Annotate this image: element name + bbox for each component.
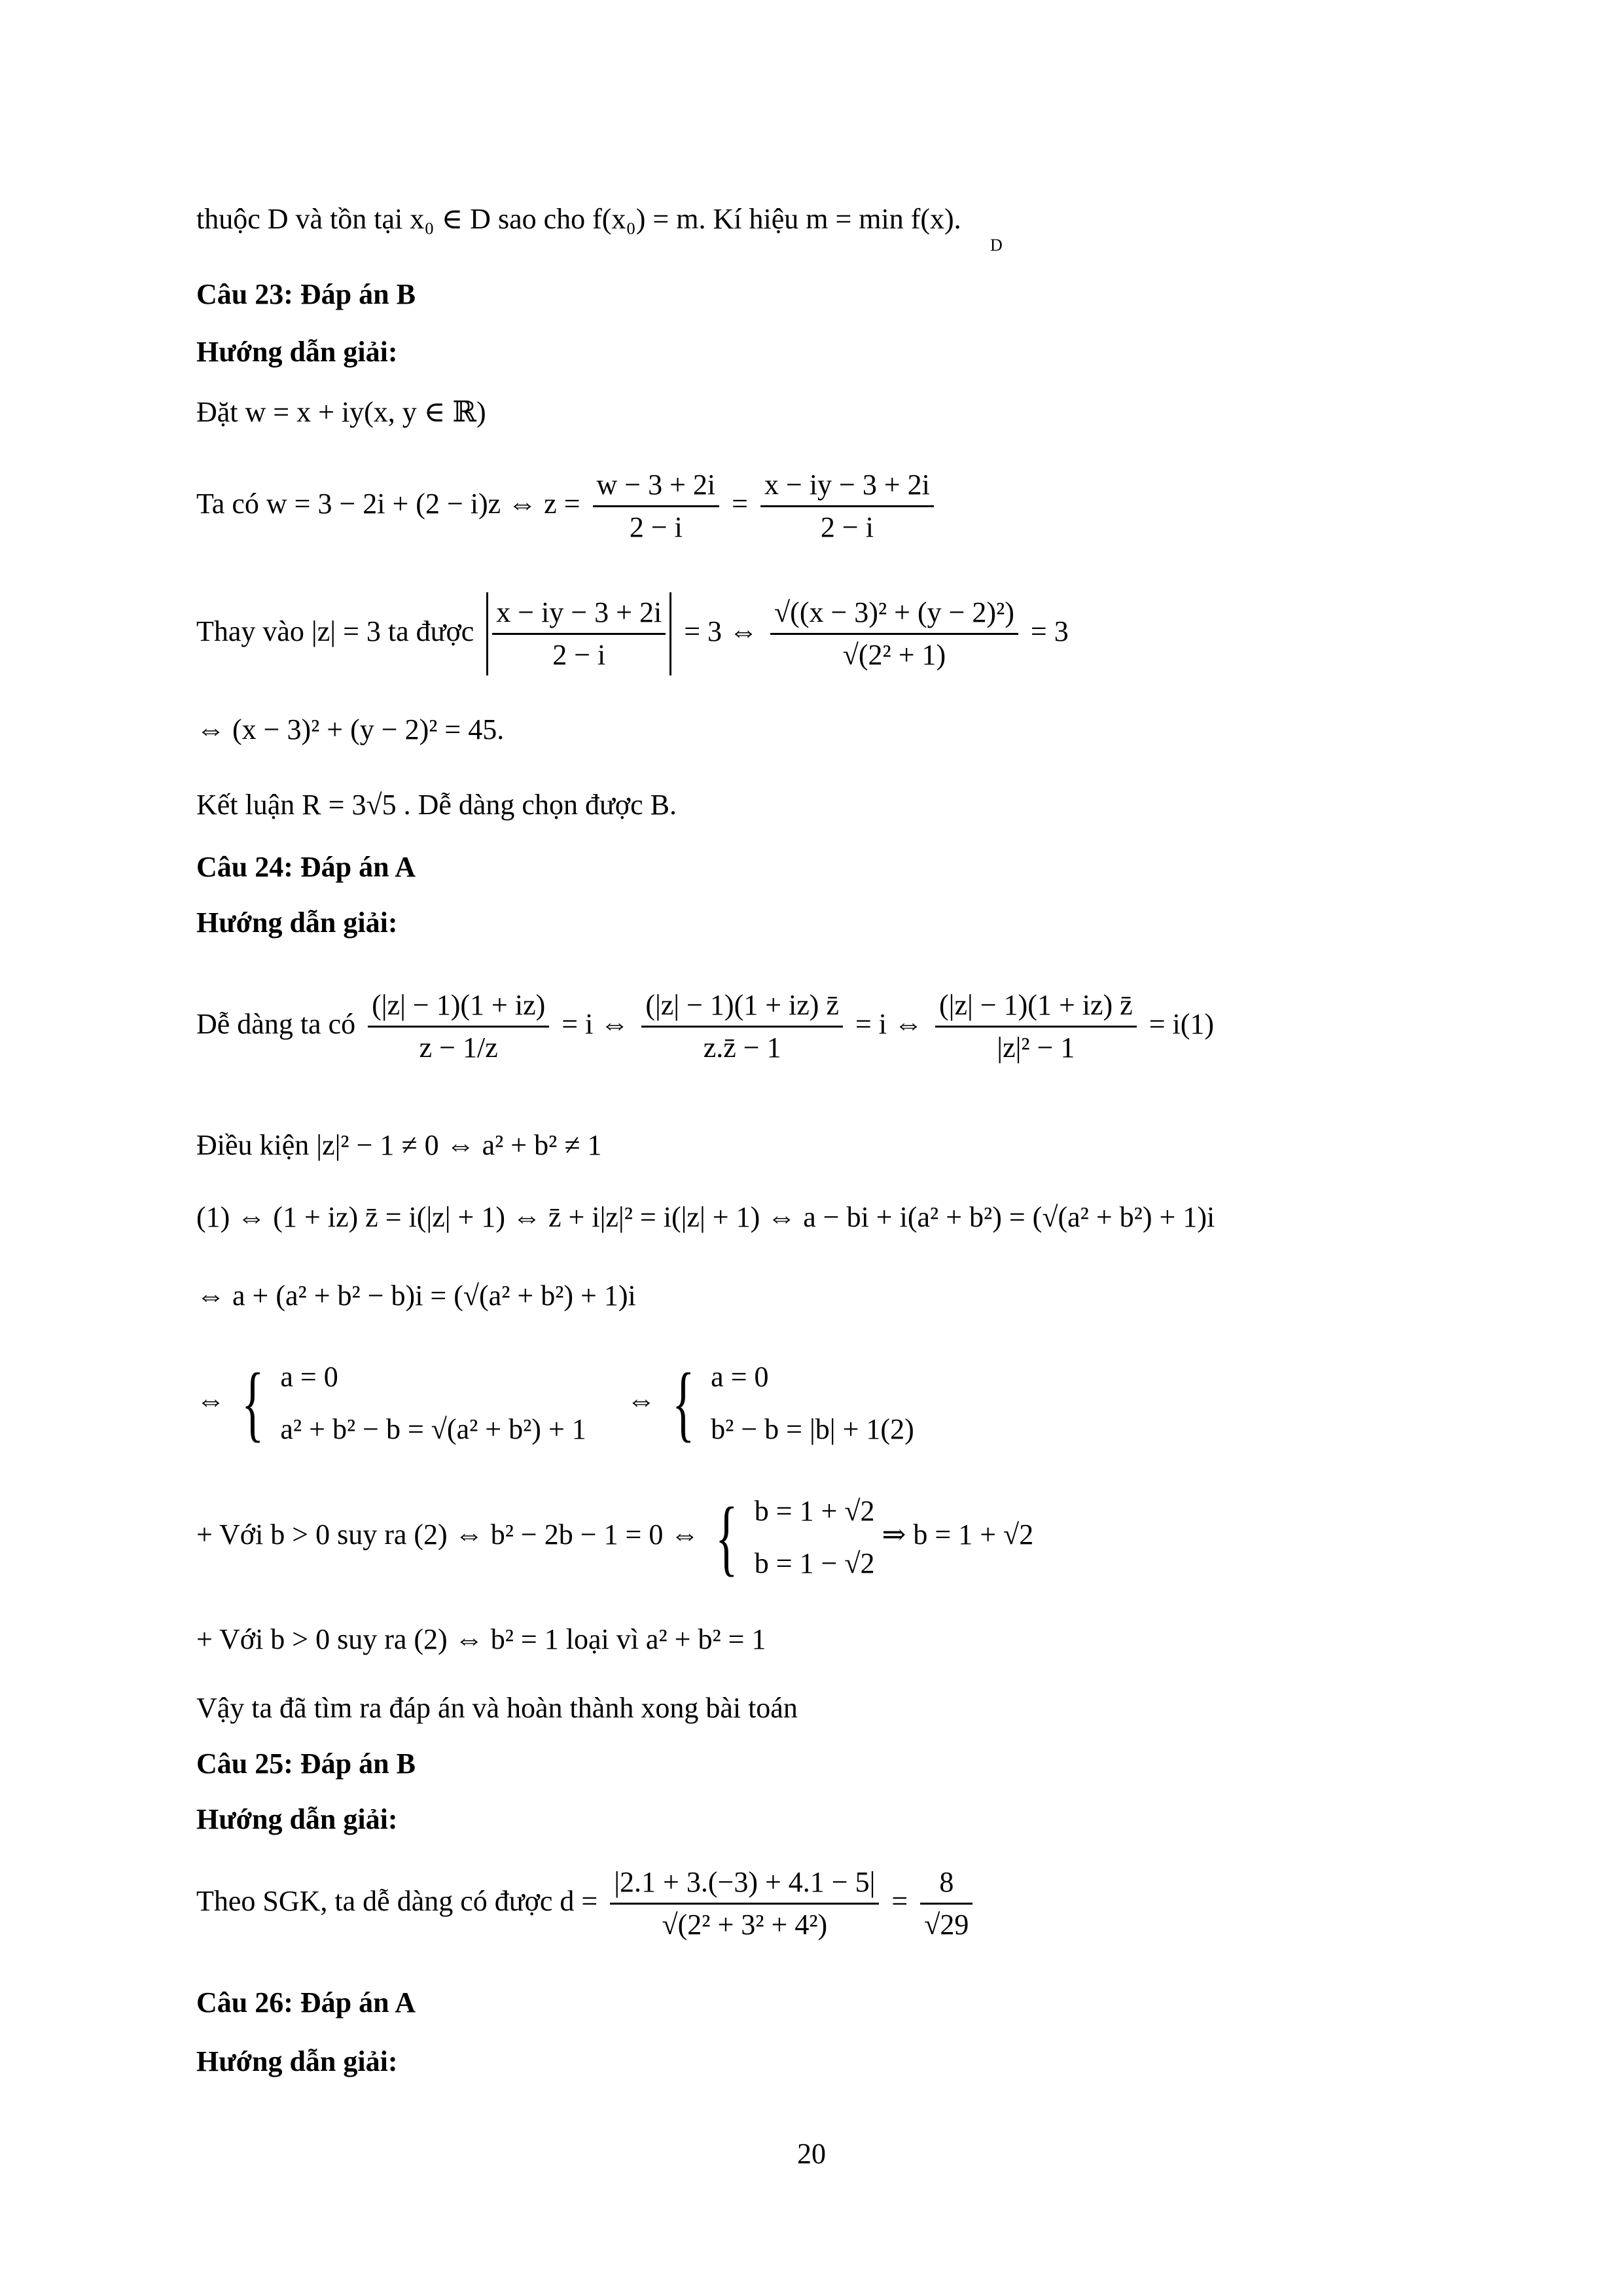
equation-text: Ta có w = 3 − 2i + (2 − i)z ⇔ z =: [196, 488, 580, 520]
denominator: √(2² + 1): [842, 639, 946, 672]
equation-text: = 3: [1030, 615, 1069, 647]
equation-text: ⇒ b = 1 + √2: [882, 1518, 1034, 1551]
equation-text: = i ⇔: [562, 1008, 630, 1040]
numerator: x − iy − 3 + 2i: [760, 465, 934, 507]
equation-system: [755, 1485, 875, 1590]
question-25-guide: Hướng dẫn giải:: [196, 1803, 398, 1835]
equation-text: + Với b > 0 suy ra (2) ⇔ b² − 2b − 1 = 0 ⇔: [196, 1518, 700, 1551]
system-row: a² + b² − b = √(a² + b²) + 1: [280, 1412, 586, 1445]
fraction: [920, 1862, 972, 1945]
equation-text: ⇔: [626, 1384, 656, 1416]
absolute-fraction: [486, 592, 671, 675]
numerator: (|z| − 1)(1 + iz) z̄: [641, 985, 843, 1028]
question-26-title: Câu 26: Đáp án A: [196, 1986, 416, 2018]
equation-line: + Với b > 0 suy ra (2) ⇔ b² = 1 loại vì a² + b² = 1: [196, 1623, 766, 1655]
question-25-title: Câu 25: Đáp án B: [196, 1748, 416, 1780]
system-line: [196, 1479, 1033, 1590]
numerator: w − 3 + 2i: [593, 465, 720, 507]
denominator: z.z̄ − 1: [703, 1031, 781, 1064]
brace-icon: {: [671, 1355, 695, 1450]
equation-line: ⇔ a + (a² + b² − b)i = (√(a² + b²) + 1)i: [196, 1280, 636, 1312]
equation-line: [196, 458, 939, 550]
denominator: √(2² + 3² + 4²): [662, 1909, 828, 1941]
equation-text: = i(1): [1149, 1008, 1215, 1040]
denominator: 2 − i: [552, 639, 606, 672]
statement-text: thuộc D và tồn tại x₀ ∈ D sao cho f(x₀) = m. Kí hiệu m = min f(x).: [196, 203, 961, 235]
fraction: [610, 1862, 879, 1945]
equation-text: Theo SGK, ta dễ dàng có được d =: [196, 1885, 598, 1917]
equation-text: Dễ dàng ta có: [196, 1008, 356, 1040]
denominator: |z|² − 1: [997, 1031, 1075, 1064]
equation-line: [196, 1852, 978, 1950]
fraction: [368, 985, 549, 1068]
equation-text: = i ⇔: [855, 1008, 923, 1040]
system-row: b = 1 − √2: [754, 1547, 875, 1579]
fraction: [770, 592, 1018, 675]
equation-line: (1) ⇔ (1 + iz) z̄ = i(|z| + 1) ⇔ z̄ + i|z|² = i(|z| + 1) ⇔ a − bi + i(a² + b²) = (√(a² + b²) + 1)i: [196, 1201, 1215, 1233]
fraction: [760, 465, 934, 548]
brace-icon: {: [241, 1355, 264, 1450]
equation-line: [196, 969, 1214, 1080]
fraction: [641, 985, 843, 1068]
system-row: a = 0: [280, 1360, 338, 1393]
question-24-title: Câu 24: Đáp án A: [196, 851, 416, 883]
equation-text: = 3 ⇔: [684, 615, 758, 647]
equation-text: Thay vào |z| = 3 ta được: [196, 615, 474, 647]
denominator: 2 − i: [629, 511, 683, 544]
equation-line: Điều kiện |z|² − 1 ≠ 0 ⇔ a² + b² ≠ 1: [196, 1129, 602, 1161]
system-row: b = 1 + √2: [754, 1494, 875, 1527]
fraction: [593, 465, 720, 548]
text-line: Vậy ta đã tìm ra đáp án và hoàn thành xong bài toán: [196, 1692, 798, 1724]
min-subscript: D: [990, 236, 1003, 255]
numerator: (|z| − 1)(1 + iz) z̄: [935, 985, 1137, 1028]
denominator: z − 1/z: [419, 1031, 498, 1064]
numerator: x − iy − 3 + 2i: [492, 592, 666, 635]
system-line: [196, 1345, 914, 1456]
question-23-guide: Hướng dẫn giải:: [196, 336, 398, 368]
equation-text: ⇔: [196, 1384, 225, 1416]
denominator: 2 − i: [820, 511, 874, 544]
page-number: 20: [797, 2138, 826, 2170]
equation-text: =: [732, 488, 748, 520]
question-23-title: Câu 23: Đáp án B: [196, 278, 416, 310]
equation-line: ⇔ (x − 3)² + (y − 2)² = 45.: [196, 713, 505, 745]
question-24-guide: Hướng dẫn giải:: [196, 906, 398, 939]
text-line: [196, 200, 961, 239]
numerator: (|z| − 1)(1 + iz): [368, 985, 549, 1028]
question-26-guide: Hướng dẫn giải:: [196, 2045, 398, 2077]
text-line: Đặt w = x + iy(x, y ∈ ℝ): [196, 396, 486, 428]
numerator: √((x − 3)² + (y − 2)²): [770, 592, 1018, 635]
equation-system: [711, 1351, 914, 1456]
equation-line: [196, 583, 1069, 681]
brace-icon: {: [715, 1490, 738, 1585]
system-row: b² − b = |b| + 1(2): [711, 1412, 914, 1445]
numerator: |2.1 + 3.(−3) + 4.1 − 5|: [610, 1862, 879, 1905]
system-row: a = 0: [711, 1360, 769, 1393]
fraction: [935, 985, 1137, 1068]
numerator: 8: [920, 1862, 972, 1905]
denominator: √29: [924, 1909, 969, 1941]
text-line: Kết luận R = 3√5 . Dễ dàng chọn được B.: [196, 789, 677, 821]
equation-text: =: [891, 1885, 908, 1917]
equation-system: [280, 1351, 586, 1456]
